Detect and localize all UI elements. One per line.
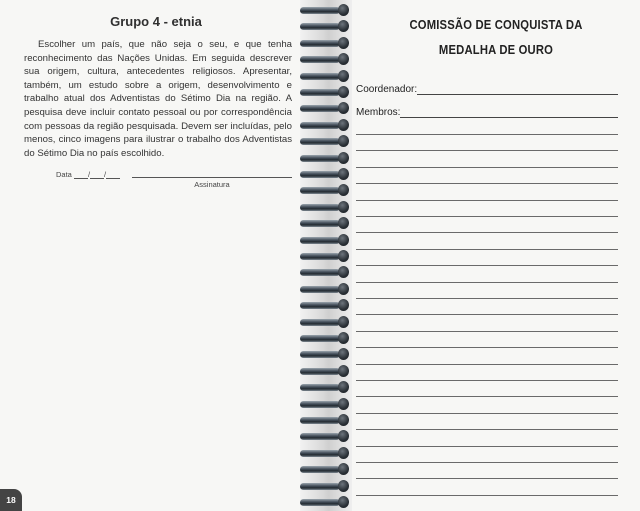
spiral-coil — [298, 447, 354, 460]
member-line[interactable] — [356, 232, 618, 233]
date-day-blank[interactable] — [74, 170, 91, 179]
member-line[interactable] — [356, 331, 618, 332]
member-line[interactable] — [356, 462, 618, 463]
spiral-coil — [298, 135, 354, 148]
spiral-binding — [298, 0, 354, 511]
committee-title-line2: MEDALHA DE OURO — [438, 43, 554, 57]
spiral-coil — [298, 201, 354, 214]
date-label: Data — [56, 170, 72, 179]
member-line[interactable] — [356, 298, 618, 299]
spiral-coil — [298, 86, 354, 99]
member-line[interactable] — [356, 478, 618, 479]
spiral-coil — [298, 152, 354, 165]
spiral-coil — [298, 53, 354, 66]
member-line[interactable] — [356, 150, 618, 151]
member-line[interactable] — [356, 200, 618, 201]
member-line[interactable] — [356, 347, 618, 348]
date-sep-1: / — [87, 170, 91, 179]
date-month-blank[interactable] — [87, 170, 107, 179]
spiral-coil — [298, 365, 354, 378]
date-sep-2: / — [104, 170, 107, 179]
committee-title-line1: COMISSÃO DE CONQUISTA DA — [409, 18, 583, 32]
member-line[interactable] — [356, 495, 618, 496]
page-number: 18 — [0, 489, 22, 511]
right-page — [324, 0, 640, 511]
spiral-coil — [298, 496, 354, 509]
spiral-coil — [298, 299, 354, 312]
spiral-coil — [298, 463, 354, 476]
member-line[interactable] — [356, 413, 618, 414]
member-line[interactable] — [356, 446, 618, 447]
date-field — [56, 170, 120, 179]
members-label: Membros: — [356, 107, 401, 118]
spiral-coil — [298, 266, 354, 279]
spiral-coil — [298, 119, 354, 132]
spiral-coil — [298, 348, 354, 361]
member-line[interactable] — [356, 216, 618, 217]
spiral-coil — [298, 381, 354, 394]
spiral-coil — [298, 102, 354, 115]
section-title: Grupo 4 - etnia — [110, 14, 202, 29]
spiral-coil — [298, 414, 354, 427]
spiral-coil — [298, 168, 354, 181]
member-line[interactable] — [356, 249, 618, 250]
members-line[interactable] — [400, 117, 618, 118]
signature-label: Assinatura — [194, 180, 230, 189]
coordinator-label: Coordenador: — [356, 84, 418, 95]
spiral-coil — [298, 480, 354, 493]
member-line[interactable] — [356, 396, 618, 397]
member-line[interactable] — [356, 429, 618, 430]
instructions-paragraph: Escolher um país, que não seja o seu, e que tenha reconhecimento das Nações Unidas. Em seguida descrever sua origem, cultura, antecedentes religiosos. Apresentar, também, um estudo sobre a origem, desenvolvimento e trabalho atual dos Adventistas do Sétimo Dia na região. A pesquisa deve incluir contato pessoal ou por correspondência com pessoas da região pesquisada. Devem ser incluídas, pelo menos, cinco imagens para ilustrar o trabalho dos Adventistas do Sétimo Dia no país escolhido. — [24, 39, 292, 159]
member-line[interactable] — [356, 265, 618, 266]
member-line[interactable] — [356, 134, 618, 135]
signature-line[interactable] — [132, 177, 292, 178]
member-line[interactable] — [356, 364, 618, 365]
spiral-coil — [298, 184, 354, 197]
member-line[interactable] — [356, 167, 618, 168]
spiral-coil — [298, 37, 354, 50]
member-line[interactable] — [356, 282, 618, 283]
spiral-coil — [298, 70, 354, 83]
member-line[interactable] — [356, 380, 618, 381]
spiral-coil — [298, 332, 354, 345]
spiral-coil — [298, 234, 354, 247]
spiral-coil — [298, 430, 354, 443]
spiral-coil — [298, 398, 354, 411]
coordinator-line[interactable] — [417, 94, 618, 95]
member-line[interactable] — [356, 183, 618, 184]
spiral-coil — [298, 283, 354, 296]
member-line[interactable] — [356, 314, 618, 315]
spiral-coil — [298, 316, 354, 329]
spiral-coil — [298, 250, 354, 263]
date-year-blank[interactable] — [106, 170, 120, 179]
spiral-coil — [298, 217, 354, 230]
